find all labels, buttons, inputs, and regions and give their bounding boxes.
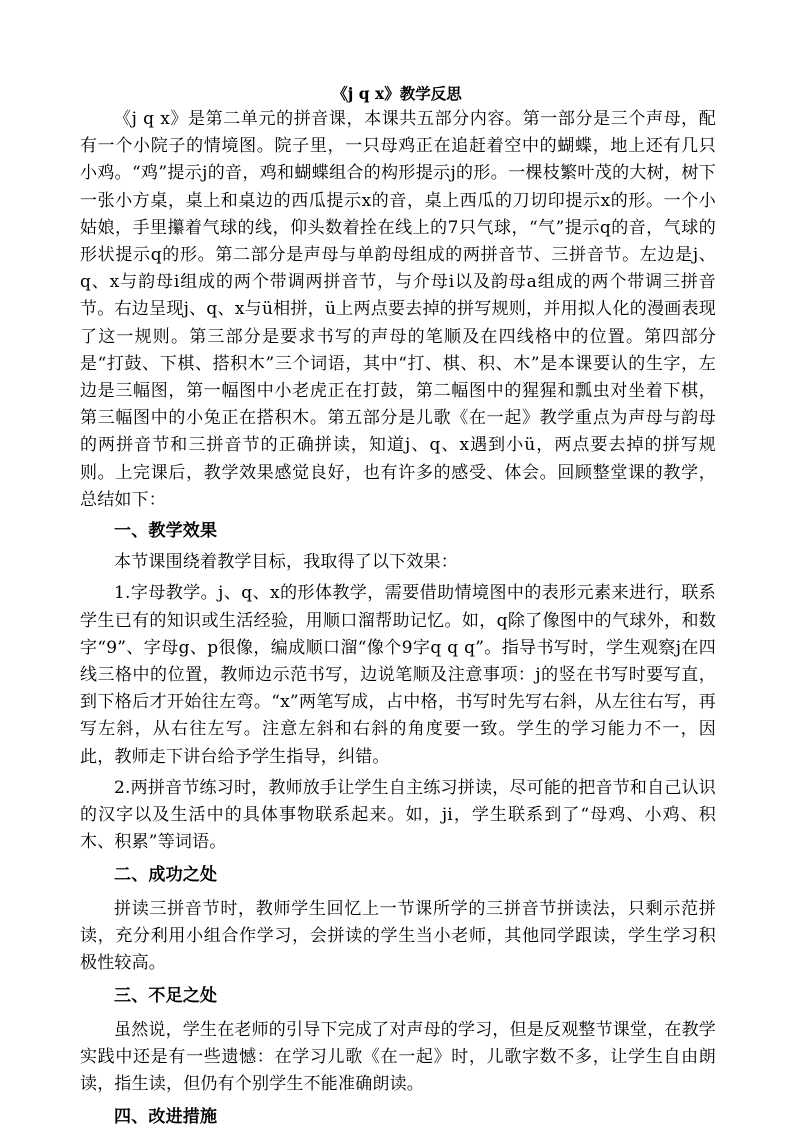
section-heading-improvement: 四、改进措施 (114, 1107, 218, 1128)
document-body (80, 106, 716, 1131)
section-shortcoming-text: 虽然说，学生在老师的引导下完成了对声母的学习，但是反观整节课堂，在教学实践中还是有一些遗憾：在学习儿歌《在一起》时，儿歌字数不多，让学生自由朗读，指生读，但仍有个别学生不能准确朗读。 (80, 1019, 716, 1094)
document-title: 《j q x》教学反思 (332, 84, 462, 103)
section-effect-item-2: 2.两拼音节练习时，教师放手让学生自主练习拼读，尽可能的把音节和自己认识的汉字以及生活中的具体事物联系起来。如，ji，学生联系到了“母鸡、小鸡、积木、积累”等词语。 (80, 777, 716, 853)
section-heading-effect: 一、教学效果 (114, 521, 218, 542)
section-effect-lead: 本节课围绕着教学目标，我取得了以下效果： (114, 552, 458, 573)
section-effect-item-1: 1.字母教学。j、q、x的形体教学，需要借助情境图中的表形元素来进行，联系学生已有的知识或生活经验，用顺口溜帮助记忆。如，q除了像图中的气球外，和数字“9”、字母g、p很像，编成顺口溜“像个9字q q q”。指导书写时，学生观察j在四线三格中的位置，教师边示范书写，边说笔顺及注意事项：j的竖在书写时要写直，到下格后才开始往左弯。“x”两笔写成，占中格，书写时先写右斜，从左往右写，再写左斜，从右往左写。注意左斜和右斜的角度要一致。学生的学习能力不一，因此，教师走下讲台给予学生指导，纠错。 (80, 583, 716, 767)
intro-paragraph: 《j q x》是第二单元的拼音课，本课共五部分内容。第一部分是三个声母，配有一个小院子的情境图。院子里，一只母鸡正在追赶着空中的蝴蝶，地上还有几只小鸡。“鸡”提示j的音，鸡和蝴蝶组合的构形提示j的形。一棵枝繁叶茂的大树，树下一张小方桌，桌上和桌边的西瓜提示x的音，桌上西瓜的刀切印提示x的形。一个小姑娘，手里攥着气球的线，仰头数着拴在线上的7只气球，“气”提示q的音，气球的形状提示q的形。第二部分是声母与单韵母组成的两拼音节、三拼音节。左边是j、q、x与韵母i组成的两个带调两拼音节，与介母i以及韵母a组成的两个带调三拼音节。右边呈现j、q、x与ü相拼，ü上两点要去掉的拼写规则，并用拟人化的漫画表现了这一规则。第三部分是要求书写的声母的笔顺及在四线格中的位置。第四部分是“打鼓、下棋、搭积木”三个词语，其中“打、棋、积、木”是本课要认的生字，左边是三幅图，第一幅图中小老虎正在打鼓，第二幅图中的猩猩和瓢虫对坐着下棋，第三幅图中的小兔正在搭积木。第五部分是儿歌《在一起》教学重点为声母与韵母的两拼音节和三拼音节的正确拼读，知道j、q、x遇到小ü，两点要去掉的拼写规则。上完课后，教学效果感觉良好，也有许多的感受、体会。回顾整堂课的教学，总结如下： (80, 109, 716, 510)
section-heading-shortcoming: 三、不足之处 (114, 986, 218, 1007)
section-heading-success: 二、成功之处 (114, 865, 218, 886)
section-success-text: 拼读三拼音节时，教师学生回忆上一节课所学的三拼音节拼读法，只剩示范拼读，充分利用小组合作学习，会拼读的学生当小老师，其他同学跟读，学生学习积极性较高。 (80, 898, 716, 974)
